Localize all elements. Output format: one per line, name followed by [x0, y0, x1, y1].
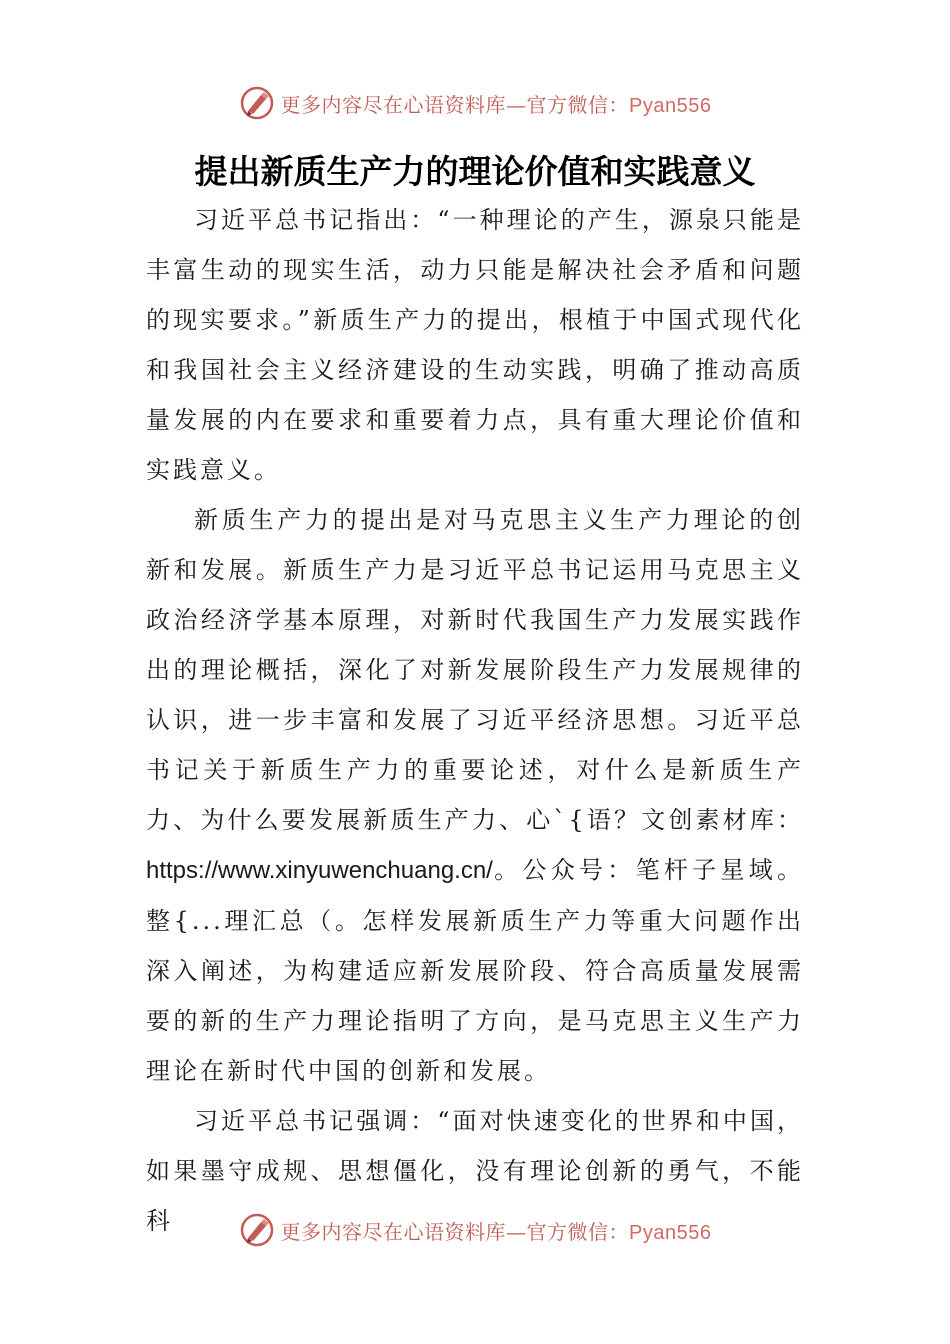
paragraph-2: 新质生产力的提出是对马克思主义生产力理论的创新和发展。新质生产力是习近平总书记运用马克思主义政治经济学基本原理，对新时代我国生产力发展实践作出的理论概括，深化了对新发展阶段生产力发展规律的认识，进一步丰富和发展了习近平经济思想。习近平总书记关于新质生产力的重要论述，对什么是新质生产力、为什么要发展新质生产力、心`{语？文创素材库：https://www.xinyuwenchuang.cn/。公众号：笔杆子星域。整{...理汇总（。怎样发展新质生产力等重大问题作出深入阐述，为构建适应新发展阶段、符合高质量发展需要的新的生产力理论指明了方向，是马克思主义生产力理论在新时代中国的创新和发展。: [146, 506, 804, 1085]
footer-banner-wechat-id: Pyan556: [629, 1221, 712, 1244]
footer-banner-text: 更多内容尽在心语资料库—官方微信：Pyan556: [280, 1219, 712, 1244]
document-title: 提出新质生产力的理论价值和实践意义: [194, 152, 756, 191]
paragraph-1: 习近平总书记指出：“一种理论的产生，源泉只能是丰富生动的现实生活，动力只能是解决社会矛盾和问题的现实要求。”新质生产力的提出，根植于中国式现代化和我国社会主义经济建设的生动实践，明确了推动高质量发展的内在要求和重要着力点，具有重大理论价值和实践意义。: [146, 206, 804, 484]
header-banner-text: 更多内容尽在心语资料库—官方微信：Pyan556: [280, 92, 712, 117]
header-banner-wechat-id: Pyan556: [629, 94, 712, 117]
pen-logo-icon: [239, 1212, 275, 1248]
header-banner: [0, 78, 950, 128]
resource-url-link[interactable]: https://www.xinyuwenchuang.cn/: [146, 857, 493, 884]
pen-logo-icon: [239, 85, 275, 121]
paragraph-3: 习近平总书记强调：“面对快速变化的世界和中国，如果墨守成规、思想僵化，没有理论创新的勇气，不能科: [146, 1107, 804, 1235]
footer-banner: [0, 1205, 950, 1255]
document-body: [146, 195, 804, 1246]
